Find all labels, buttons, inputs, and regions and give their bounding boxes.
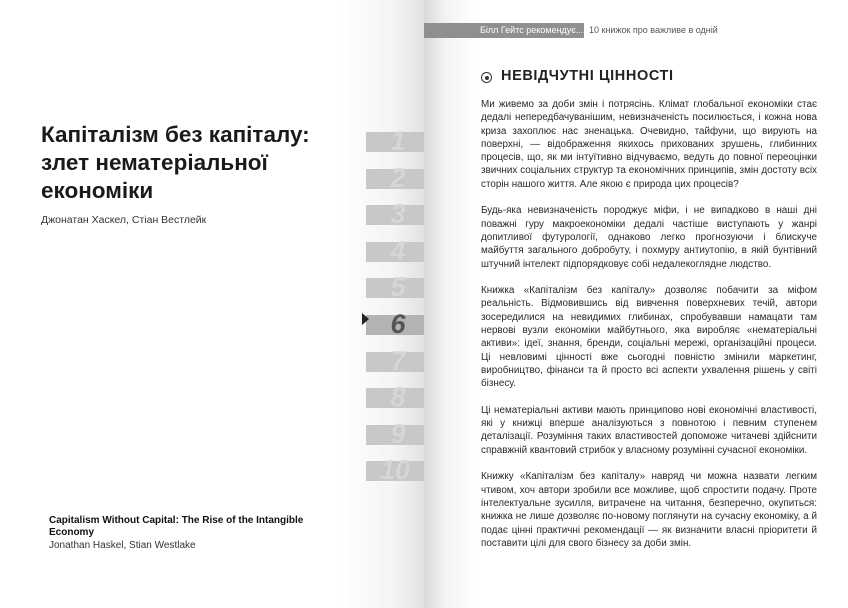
paragraph: Ми живемо за доби змін і потрясінь. Клімат глобальної економіки стає дедалі непередбачуванішим, невизначеність посилюється, і кожна нова криза захоплює нас зненацька. Очевидно, тайфуни, що вирують на поверхні, — відображення якихось прихованих зрушень, глибинних процесів, що, як ми інтуїтивно відчуваємо, ведуть до повної переоцінки звичних соціальних структур та економічних принципів, змін достоту всіх сторін нашого життя. Але якою є природа цих процесів?	[481, 99, 817, 190]
chapter-tab-number: 6	[390, 309, 406, 339]
chapter-tab-number: 9	[390, 418, 406, 449]
paragraph: Книжка «Капіталізм без капіталу» дозволяє побачити за міфом реальність. Відмовившись від вивчення поверхневих течій, автори зосередилися на невидимих глибинах, спробувавши намацати там нервові вузли економіки майбутнього, яка виробляє «нематеріальні активи»: ідеї, знання, бренди, соціальні мережі, організаційні процеси. Ці невловимі цінності вже сьогодні повністю змінили маркетинг, виробництво, фінанси та й просто всі аспекти ухвалення рішень у світі бізнесу.	[481, 285, 817, 390]
chapter-tab-number: 2	[390, 162, 406, 193]
chapter-tab-number: 10	[379, 455, 411, 486]
book-authors: Джонатан Хаскел, Стіан Вестлейк	[41, 214, 207, 226]
target-icon	[481, 72, 492, 83]
book-title: Капіталізм без капіталу: злет нематеріальної економіки	[41, 122, 310, 203]
original-edition	[49, 515, 329, 552]
paragraph: Ці нематеріальні активи мають принципово нові економічні властивості, які у книжці вперше аналізуються з повнотою і певним ступенем деталізації. Розуміння таких властивостей допоможе читачеві здійснити справжній квантовий стрибок у власному розумінні сучасної економіки.	[481, 404, 817, 456]
chapter-tab-number: 3	[390, 199, 406, 230]
right-page	[424, 0, 848, 608]
section-title: НЕВІДЧУТНІ ЦІННОСТІ	[501, 68, 674, 84]
header-subtitle: 10 книжок про важливе в одній	[589, 25, 718, 35]
paragraph: Будь-яка невизначеність породжує міфи, і не випадково в наші дні поважні гуру макроекономіки дедалі частіше виступають у жанрі допитливої футурології, однаково легко прогнозуючи і блискуче майбуття загального добробуту, і похмуру антиутопію, в якій бунтівний штучний інтелект підпорядковує собі недалекоглядне людство.	[481, 205, 817, 270]
paragraph: Книжку «Капіталізм без капіталу» навряд чи можна назвати легким чтивом, хоч автори зробили все можливе, щоб спростити подачу. Проте інтелектуальне зусилля, витрачене на читання, безперечно, окупиться: книжка не лише дозволяє по-новому поглянути на сучасну економіку, а й подає цінні практичні рекомендації — як визначити власні пріоритети й поставити цілі для свого бізнесу за доби змін.	[481, 471, 817, 549]
original-authors: Jonathan Haskel, Stian Westlake	[49, 540, 196, 551]
header-label: Білл Гейтс рекомендує...	[480, 25, 584, 35]
chapter-tab-number: 1	[390, 126, 406, 156]
chapter-tab-number: 5	[390, 272, 406, 303]
chapter-tab-number: 4	[390, 235, 406, 266]
active-chapter-marker-icon	[362, 313, 369, 325]
original-title: Capitalism Without Capital: The Rise of the Intangible Economy	[49, 515, 304, 538]
chapter-tab-number: 7	[390, 345, 406, 376]
chapter-tab-number: 8	[390, 382, 406, 413]
body-text	[481, 98, 817, 563]
